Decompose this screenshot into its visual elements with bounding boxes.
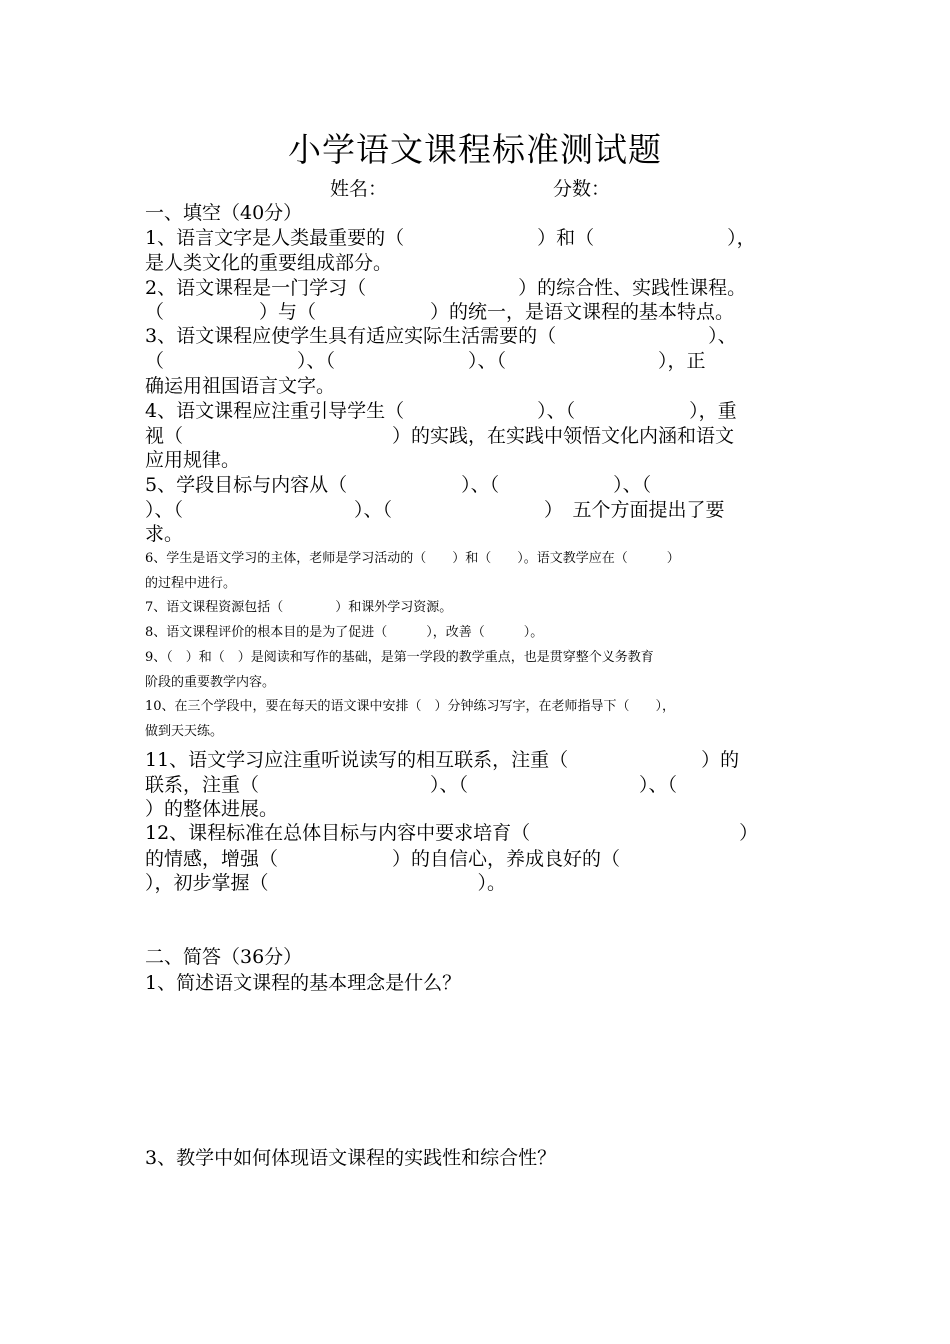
short-answer-question-3: 3、教学中如何体现语文课程的实践性和综合性？ <box>145 1147 557 1169</box>
question-line: （ ）、（ ）、（ ），正 <box>145 350 706 372</box>
question-line: 应用规律。 <box>145 449 241 471</box>
section-1-heading: 一、填空（40分） <box>145 202 303 224</box>
question-line: 2、语文课程是一门学习（ ）的综合性、实践性课程。 <box>145 277 747 299</box>
question-line: 12、课程标准在总体目标与内容中要求培育（ ） <box>145 822 759 844</box>
question-line: 5、学段目标与内容从（ ）、（ ）、（ <box>145 474 652 496</box>
question-line: 阶段的重要教学内容。 <box>145 675 276 690</box>
question-line: 联系，注重（ ）、（ ）、（ <box>145 774 678 796</box>
question-line: 1、语言文字是人类最重要的（ ）和（ ）， <box>145 227 756 249</box>
question-line: 的过程中进行。 <box>145 576 237 591</box>
section-2-heading: 二、简答（36分） <box>145 946 303 968</box>
page-title: 小学语文课程标准测试题 <box>288 130 662 169</box>
score-label: 分数： <box>553 178 611 200</box>
question-line: 8、语文课程评价的根本目的是为了促进（ ），改善（ ）。 <box>145 625 544 640</box>
question-line: 的情感，增强（ ）的自信心，养成良好的（ <box>145 848 621 870</box>
question-line: 7、语文课程资源包括（ ）和课外学习资源。 <box>145 600 453 615</box>
question-line: 6、学生是语文学习的主体，老师是学习活动的（ ）和（ ）。语文教学应在（ ） <box>145 551 680 566</box>
question-line: 4、语文课程应注重引导学生（ ）、（ ），重 <box>145 400 737 422</box>
short-answer-question-1: 1、简述语文课程的基本理念是什么？ <box>145 972 462 994</box>
question-line: 求。 <box>145 523 184 545</box>
question-line: 视（ ）的实践，在实践中领悟文化内涵和语文 <box>145 425 735 447</box>
question-line: （ ）与（ ）的统一，是语文课程的基本特点。 <box>145 301 735 323</box>
question-line: 确运用祖国语言文字。 <box>145 375 336 397</box>
question-line: 做到天天练。 <box>145 724 224 739</box>
question-line: 3、语文课程应使学生具有适应实际生活需要的（ ）、 <box>145 325 737 347</box>
name-label: 姓名： <box>330 178 388 200</box>
question-line: ）、（ ）、（ ） 五个方面提出了要 <box>145 499 725 521</box>
question-line: 9、（ ）和（ ）是阅读和写作的基础，是第一学段的教学重点，也是贯穿整个义务教育 <box>145 650 654 665</box>
question-line: ），初步掌握（ ）。 <box>145 872 507 894</box>
question-line: 11、语文学习应注重听说读写的相互联系，注重（ ）的 <box>145 749 740 771</box>
question-line: 10、在三个学段中，要在每天的语文课中安排（ ）分钟练习写字，在老师指导下（ ）， <box>145 699 676 714</box>
question-line: 是人类文化的重要组成部分。 <box>145 252 393 274</box>
question-line: ）的整体进展。 <box>145 798 279 820</box>
